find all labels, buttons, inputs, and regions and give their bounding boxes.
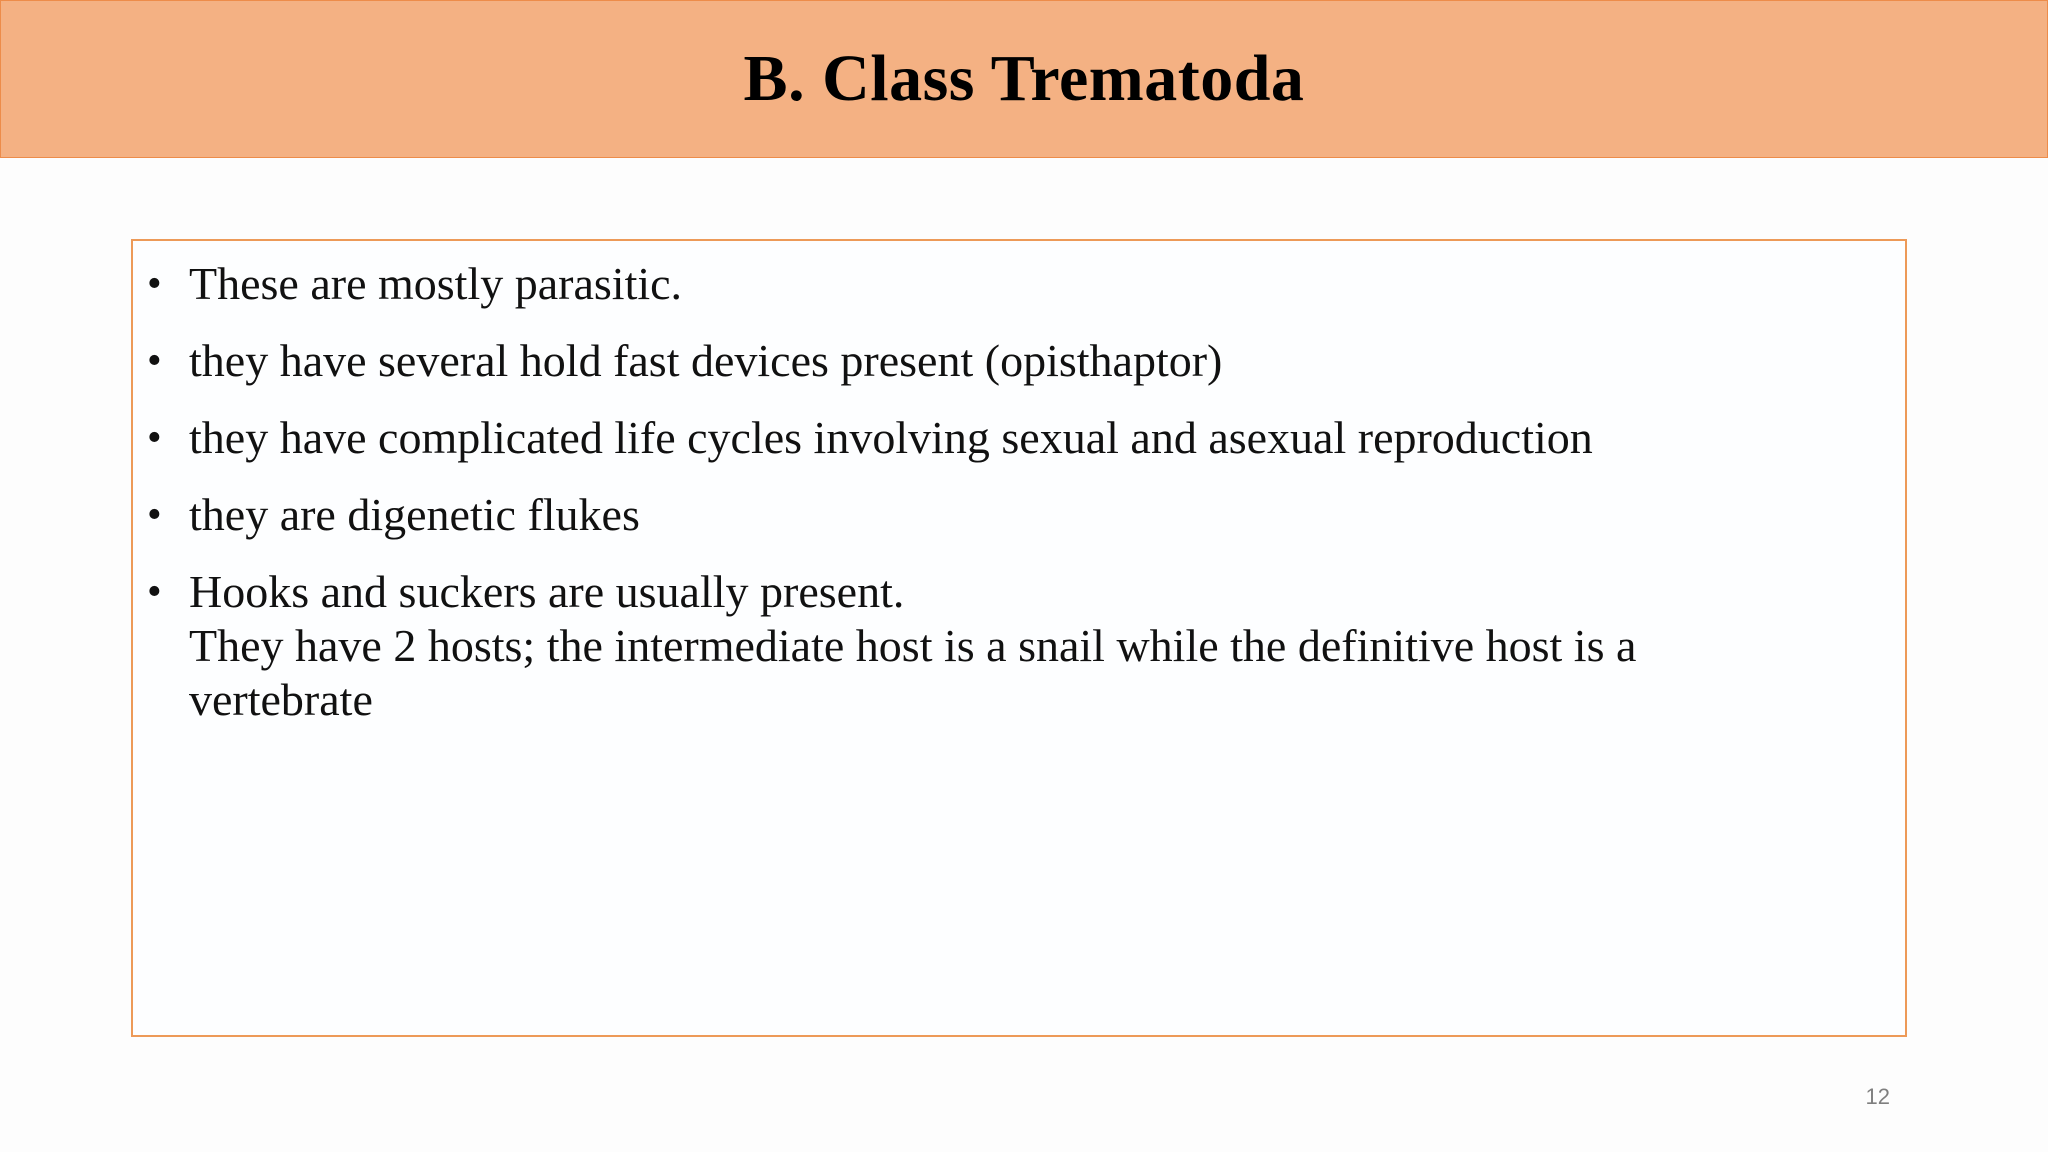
bullet-item — [133, 488, 1905, 542]
bullet-dot-icon: • — [147, 492, 162, 538]
bullet-text: they have complicated life cycles involving sexual and asexual reproduction — [189, 412, 1593, 463]
slide-title-bar — [0, 0, 2048, 158]
bullet-item — [133, 565, 1905, 727]
bullet-dot-icon: • — [147, 261, 162, 307]
bullet-text: they have several hold fast devices present (opisthaptor) — [189, 335, 1223, 386]
bullet-text: These are mostly parasitic. — [189, 258, 683, 309]
bullet-list — [133, 241, 1905, 727]
content-box — [131, 239, 1907, 1037]
slide-title: B. Class Trematoda — [743, 42, 1305, 115]
bullet-item — [133, 334, 1905, 388]
bullet-dot-icon: • — [147, 338, 162, 384]
bullet-text: Hooks and suckers are usually present. — [189, 566, 905, 617]
bullet-text-continuation: vertebrate — [189, 674, 373, 725]
bullet-text: they are digenetic flukes — [189, 489, 640, 540]
bullet-text-continuation: They have 2 hosts; the intermediate host is a snail while the definitive host is a — [189, 620, 1637, 671]
bullet-dot-icon: • — [147, 415, 162, 461]
bullet-item — [133, 257, 1905, 311]
page-number: 12 — [1865, 1084, 1890, 1109]
bullet-dot-icon: • — [147, 569, 162, 615]
bullet-item — [133, 411, 1905, 465]
